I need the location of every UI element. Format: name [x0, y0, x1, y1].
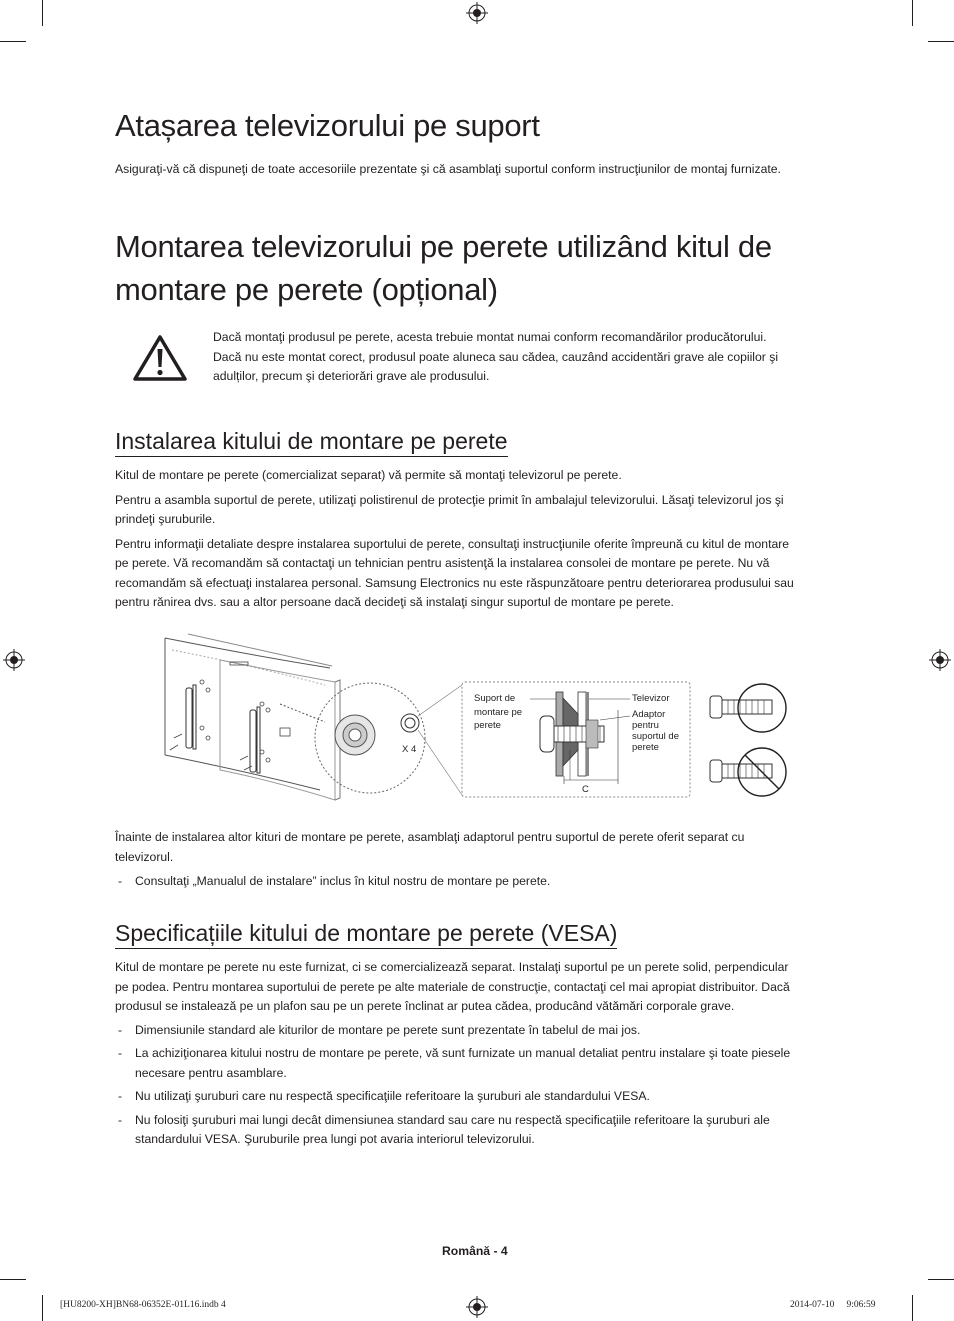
bullet-dash: - [118, 1112, 123, 1127]
bullet-dash: - [118, 1022, 123, 1037]
crop-mark [912, 1295, 913, 1321]
bullet-text: Nu folosiţi şuruburi mai lungi decât dimensiunea standard sau care nu respectă specificaţiile referitoare la şuruburi ale [135, 1112, 770, 1127]
warning-line: Dacă montaţi produsul pe perete, acesta trebuie montat numai conform recomandărilor producătorului. [213, 330, 767, 344]
label-line: pentru [632, 720, 659, 731]
screw-illustration [170, 662, 290, 770]
paragraph-line: pe perete. Vă recomandăm să contactaţi un tehnician pentru asistenţă la instalarea consolei de montare pe perete. Nu vă [115, 556, 770, 570]
crop-mark [928, 41, 954, 42]
warning-line: Dacă nu este montat corect, produsul poate aluneca sau cădea, cauzând accidentări grave ale copiilor şi [213, 349, 779, 364]
crop-mark [0, 1279, 26, 1280]
screw-head-illustration [401, 714, 419, 732]
adapter-note [115, 828, 845, 892]
crop-mark [912, 0, 913, 26]
crop-mark [0, 41, 26, 42]
paragraph-line: produsul se instalează pe un plafon sau pe un perete înclinat ar putea cădea, producând vătămări corporale grave. [115, 999, 735, 1013]
crosshair-registration-icon [3, 649, 25, 671]
bullet-text: La achiziţionarea kitului nostru de montare pe perete, vă sunt furnizate un manual detaliat pentru instalare şi toate piesele [135, 1046, 791, 1060]
date-info: 2014-07-10 ￿ 9:06:59 [790, 1300, 876, 1310]
paragraph-line: pe podea. Pentru montarea suportului de perete pe alte materiale de construcţie, contactaţi cel mai apropiat distribuitor. Dacă [115, 979, 790, 994]
paragraph-line: televizorul. [115, 849, 174, 864]
subsection-title-vesa: Specificațiile kitului de montare pe perete (VESA) [115, 920, 617, 949]
wall-bracket-illustration [186, 685, 260, 773]
paragraph-line: Pentru informaţii detaliate despre instalarea suportului de perete, consultaţi instrucţiunile oferite împreună cu kitul de montare [115, 536, 790, 551]
crosshair-registration-icon [929, 649, 951, 671]
crop-mark [42, 0, 43, 26]
quantity-label: X 4 [402, 744, 417, 755]
section-title-wall-mount [115, 225, 772, 311]
paragraph-line: recomandăm să efectuaţi instalarea personal. Samsung Electronics nu este răspunzătoare pentru deteriorarea produsului sau [115, 575, 794, 590]
title-line: Montarea televizorului pe perete utilizând kitul de [115, 229, 772, 264]
bullet-text: Dimensiunile standard ale kiturilor de montare pe perete sunt prezentate în tabelul de mai jos. [135, 1022, 641, 1037]
bullet-text: necesare pentru asamblare. [135, 1065, 287, 1080]
label-line: suportul de [632, 731, 680, 742]
crop-mark [928, 1279, 954, 1280]
bullet-text: standardului VESA. Şuruburile prea lungi pot avaria interiorul televizorului. [135, 1132, 535, 1146]
title-line: montare pe perete (opțional) [115, 272, 498, 307]
tv-back-illustration [165, 634, 332, 790]
bullet-item [115, 1021, 850, 1041]
bullet-item [115, 1087, 850, 1107]
incorrect-screw-icon [710, 748, 786, 796]
bullet-item [115, 872, 845, 892]
label-c: C [582, 784, 589, 795]
page-number: Română - 4 [442, 1244, 508, 1258]
stand-intro-text: Asiguraţi-vă că dispuneţi de toate accesoriile prezentate şi că asamblaţi suportul conform instrucţiunilor de montaj furnizate. [115, 162, 781, 176]
caution-triangle-icon [132, 334, 188, 382]
crosshair-registration-icon [466, 2, 488, 24]
bullet-dash: - [118, 1046, 123, 1060]
file-info: [HU8200-XH]BN68-06352E-01L16.indb 4 [60, 1300, 226, 1310]
paragraph-line: Pentru a asambla suportul de perete, utilizaţi polistirenul de protecţie primit în ambalajul televizorului. Lăsaţi televizorul jos şi [115, 492, 784, 507]
paragraph: Kitul de montare pe perete (comercializat separat) vă permite să montaţi televizorul pe perete. [115, 468, 622, 482]
label-line: Suport de [474, 693, 516, 704]
paragraph-line: pentru rănirea dvs. sau a altor persoane dacă decideţi să instalaţi singur suportul de montare pe perete. [115, 595, 674, 609]
section-title-stand: Atașarea televizorului pe suport [115, 108, 540, 143]
subsection-title-install-kit: Instalarea kitului de montare pe perete [115, 428, 508, 457]
label-tv: Televizor [632, 693, 670, 704]
warning-text [213, 328, 778, 387]
install-kit-body [115, 466, 845, 613]
paragraph-line: Kitul de montare pe perete nu este furnizat, ci se comercializează separat. Instalaţi suportul pe un perete solid, perpendicular [115, 960, 789, 974]
wall-mount-illustration [160, 630, 800, 820]
label-line: perete [632, 742, 659, 753]
vesa-body [115, 958, 850, 1150]
label-line: montare pe [474, 707, 523, 718]
spacer-ring-illustration [335, 715, 375, 755]
crosshair-registration-icon [466, 1296, 488, 1318]
crop-mark [42, 1295, 43, 1321]
warning-line: adulților, precum şi deteriorări grave ale produsului. [213, 369, 490, 383]
paragraph-line: prindeţi şuruburile. [115, 512, 216, 526]
bullet-dash: - [118, 874, 123, 888]
bullet-item [115, 1111, 850, 1150]
correct-screw-icon [710, 684, 786, 732]
bullet-item [115, 1044, 850, 1083]
bullet-dash: - [118, 1089, 123, 1103]
paragraph-line: Înainte de instalarea altor kituri de montare pe perete, asamblaţi adaptorul pentru suportul de perete oferit separat cu [115, 830, 745, 844]
bullet-text: Consultaţi „Manualul de instalare” inclus în kitul nostru de montare pe perete. [135, 874, 551, 888]
label-line: perete [474, 720, 501, 731]
label-line: Adaptor [632, 709, 666, 720]
bullet-text: Nu utilizaţi şuruburi care nu respectă specificaţiile referitoare la şuruburi ale standardului VESA. [135, 1089, 650, 1103]
